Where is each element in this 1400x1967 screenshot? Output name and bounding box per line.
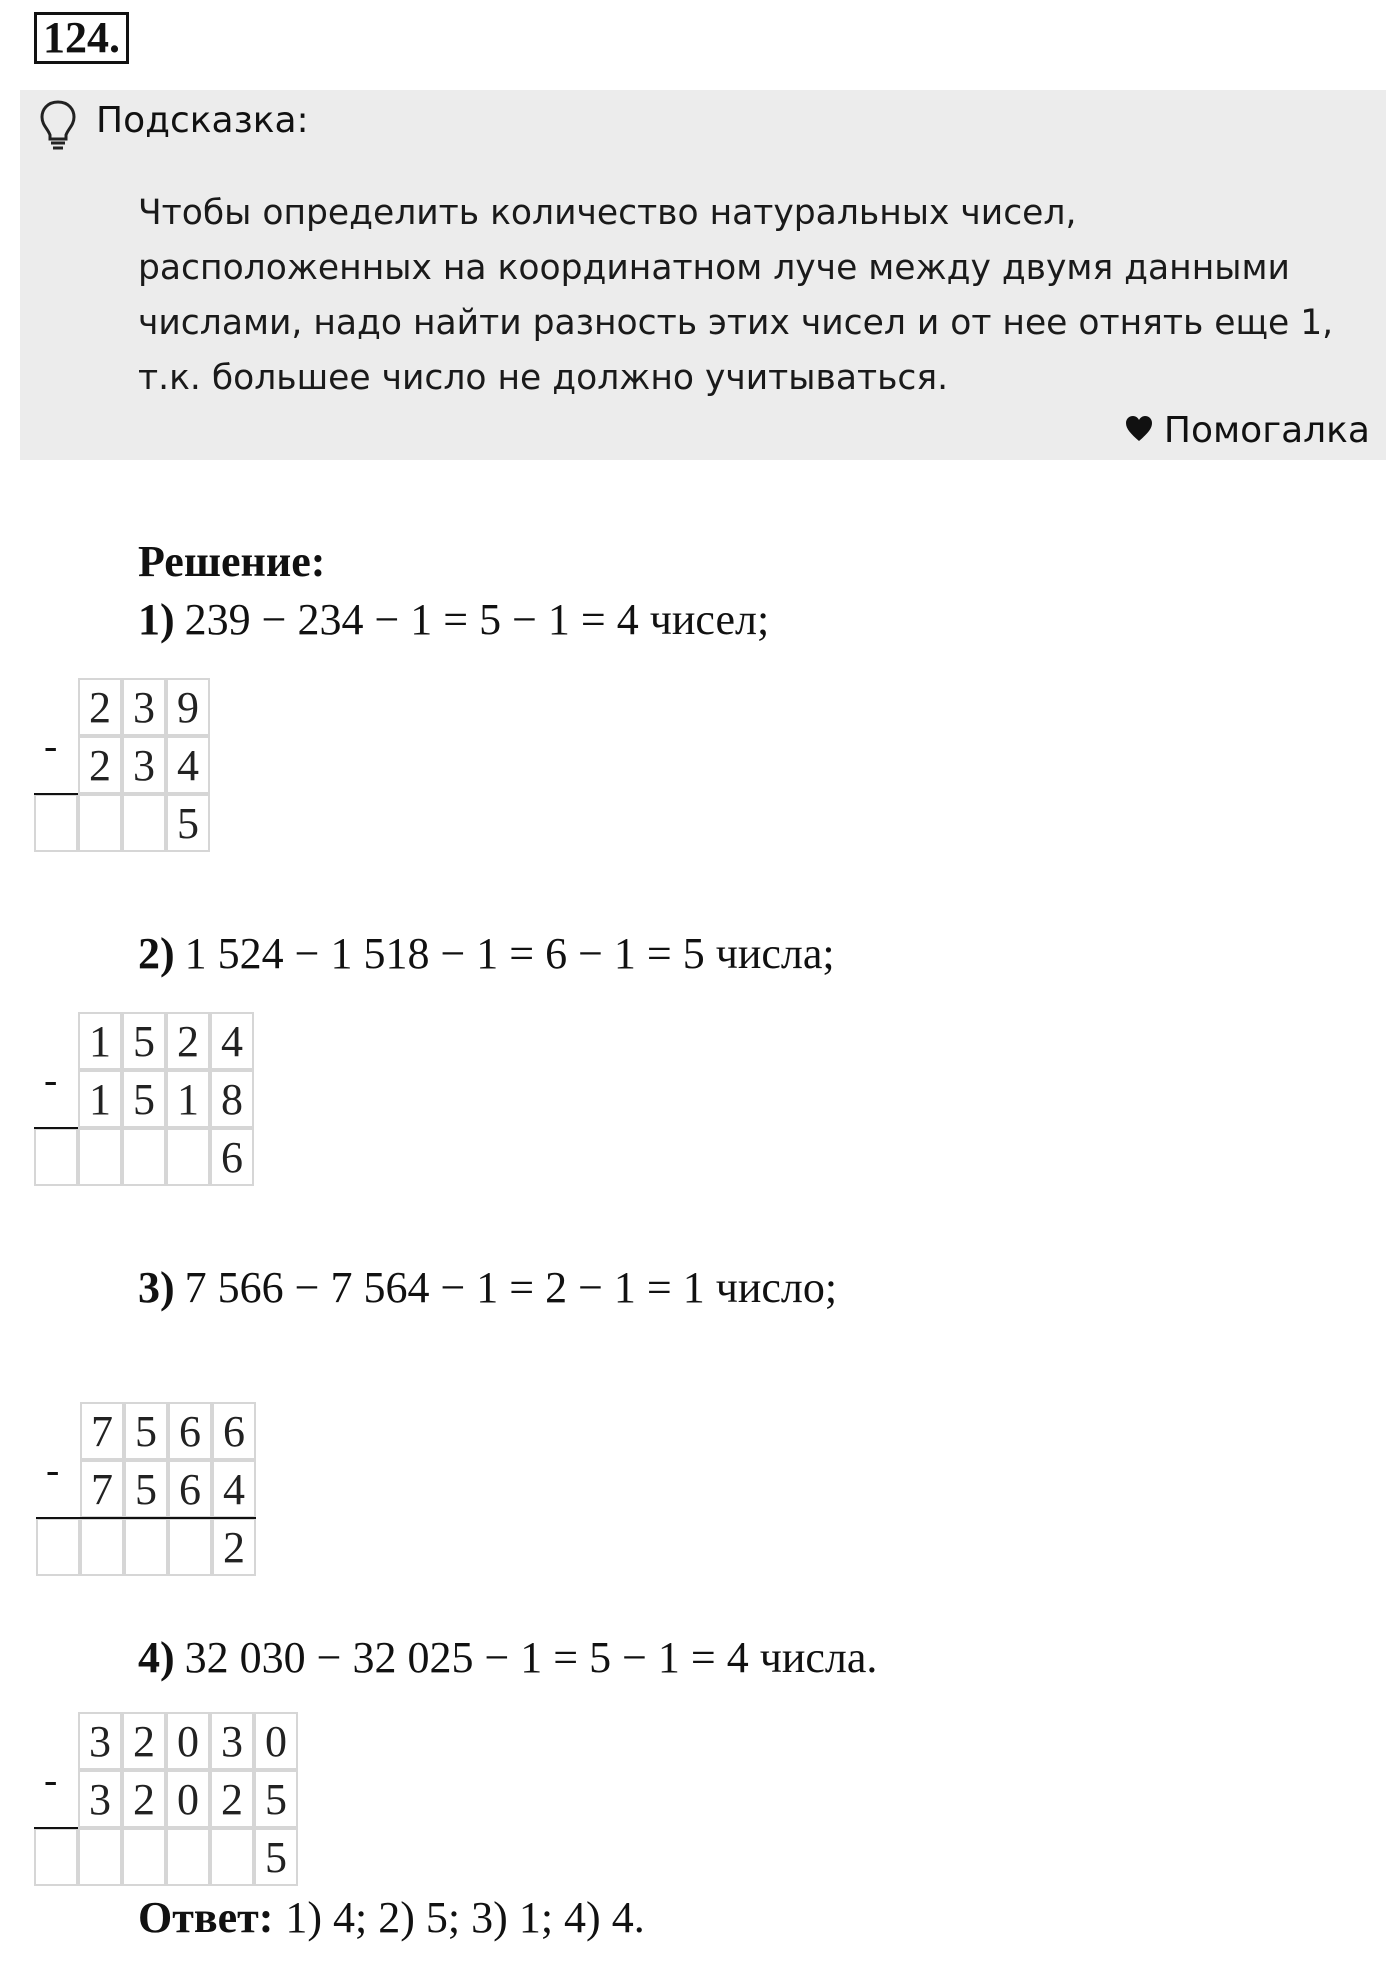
minuend-cell: 4 (210, 1012, 254, 1070)
result-cell: 5 (254, 1828, 298, 1886)
solution-step (138, 594, 769, 645)
result-cell (166, 1828, 210, 1886)
credit (1124, 410, 1370, 451)
lightbulb-icon (38, 98, 78, 152)
result-cell (78, 1128, 122, 1186)
subtraction-line (34, 793, 78, 795)
subtrahend-cell: 5 (122, 1070, 166, 1128)
step-number: 4) (138, 1633, 175, 1682)
subtrahend-cell: 0 (166, 1770, 210, 1828)
subtrahend-cell: 3 (122, 736, 166, 794)
answer-text: 1) 4; 2) 5; 3) 1; 4) 4. (285, 1893, 645, 1942)
result-cell (78, 1828, 122, 1886)
solution-step (138, 928, 835, 979)
result-cell: 2 (212, 1518, 256, 1576)
result-cell (122, 1128, 166, 1186)
result-cell (78, 794, 122, 852)
minus-sign: - (44, 723, 58, 768)
subtrahend-cell: 7 (80, 1460, 124, 1518)
task-number: 124. (34, 12, 129, 64)
heart-icon (1124, 414, 1154, 444)
subtrahend-cell: 4 (212, 1460, 256, 1518)
minuend-cell: 7 (80, 1402, 124, 1460)
subtrahend-cell: 1 (78, 1070, 122, 1128)
minuend-cell: 5 (124, 1402, 168, 1460)
subtrahend-cell: 2 (78, 736, 122, 794)
result-cell (124, 1518, 168, 1576)
minus-sign: - (44, 1757, 58, 1802)
minuend-cell: 2 (122, 1712, 166, 1770)
answer-label: Ответ: (138, 1893, 274, 1942)
step-number: 1) (138, 595, 175, 644)
minuend-cell: 0 (166, 1712, 210, 1770)
subtrahend-cell: 4 (166, 736, 210, 794)
minuend-cell: 6 (168, 1402, 212, 1460)
sign-cell (36, 1518, 80, 1576)
result-cell (122, 794, 166, 852)
subtrahend-cell: 3 (78, 1770, 122, 1828)
credit-label: Помогалка (1163, 410, 1370, 451)
minuend-cell: 3 (122, 678, 166, 736)
subtraction-line (36, 1517, 256, 1519)
step-expression: 7 566 − 7 564 − 1 = 2 − 1 = 1 число; (184, 1263, 838, 1312)
subtrahend-cell: 2 (122, 1770, 166, 1828)
result-cell: 5 (166, 794, 210, 852)
step-number: 2) (138, 929, 175, 978)
result-cell (122, 1828, 166, 1886)
result-cell (210, 1828, 254, 1886)
subtraction-line (34, 1827, 78, 1829)
subtrahend-cell: 6 (168, 1460, 212, 1518)
minuend-cell: 6 (212, 1402, 256, 1460)
solution-title: Решение: (138, 537, 326, 586)
minuend-cell: 0 (254, 1712, 298, 1770)
hint-line: расположенных на координатном луче между двумя данными (138, 248, 1290, 288)
solution-step (138, 1262, 837, 1313)
minuend-cell: 9 (166, 678, 210, 736)
step-expression: 1 524 − 1 518 − 1 = 6 − 1 = 5 числа; (184, 929, 835, 978)
subtraction-line (34, 1127, 78, 1129)
minuend-cell: 5 (122, 1012, 166, 1070)
result-cell (166, 1128, 210, 1186)
subtrahend-cell: 2 (210, 1770, 254, 1828)
sign-cell (34, 794, 78, 852)
minuend-cell: 3 (78, 1712, 122, 1770)
hint-line: Чтобы определить количество натуральных чисел, (138, 193, 1077, 233)
hint-line: числами, надо найти разность этих чисел и от нее отнять еще 1, (138, 303, 1334, 343)
result-cell (168, 1518, 212, 1576)
minuend-cell: 1 (78, 1012, 122, 1070)
result-cell (80, 1518, 124, 1576)
hint-text (138, 186, 1378, 406)
sign-cell (34, 1128, 78, 1186)
solution-step (138, 1632, 877, 1683)
sign-cell (34, 1828, 78, 1886)
hint-title: Подсказка: (96, 100, 309, 141)
subtrahend-cell: 5 (124, 1460, 168, 1518)
minuend-cell: 2 (78, 678, 122, 736)
subtrahend-cell: 5 (254, 1770, 298, 1828)
result-cell: 6 (210, 1128, 254, 1186)
subtrahend-cell: 8 (210, 1070, 254, 1128)
minuend-cell: 2 (166, 1012, 210, 1070)
step-number: 3) (138, 1263, 175, 1312)
step-expression: 239 − 234 − 1 = 5 − 1 = 4 чисел; (184, 595, 770, 644)
minuend-cell: 3 (210, 1712, 254, 1770)
minus-sign: - (46, 1447, 60, 1492)
hint-line: т.к. большее число не должно учитываться. (138, 358, 949, 398)
answer (138, 1892, 645, 1943)
minus-sign: - (44, 1057, 58, 1102)
step-expression: 32 030 − 32 025 − 1 = 5 − 1 = 4 числа. (184, 1633, 878, 1682)
subtrahend-cell: 1 (166, 1070, 210, 1128)
